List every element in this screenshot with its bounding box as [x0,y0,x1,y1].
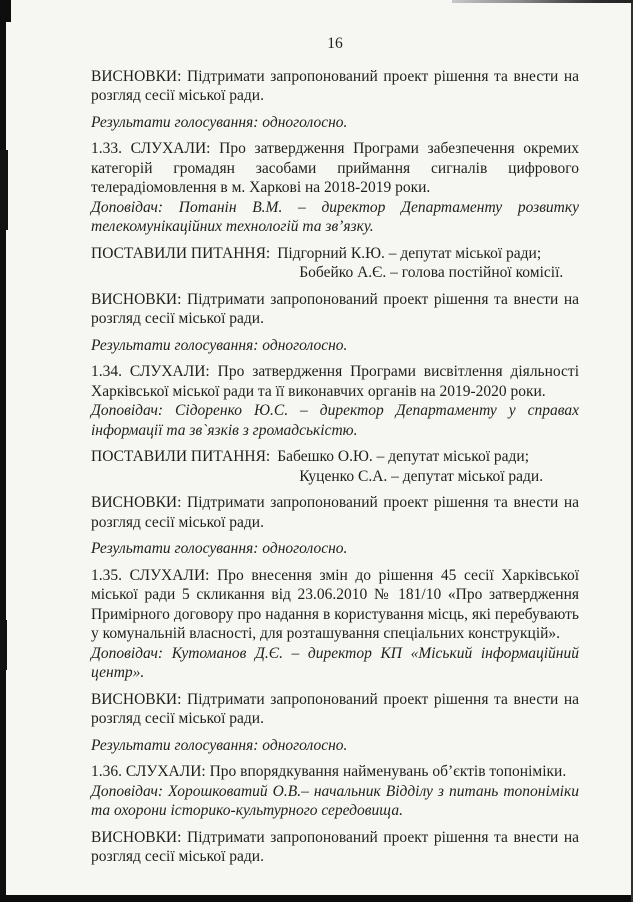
scan-top-smudge-line [452,0,633,3]
agenda-item-number: 1.34. [91,363,122,380]
speaker-line: Доповідач: Потанін В.М. – директор Департаменту розвитку телекомунікаційних технологій та зв’язку. [91,198,579,235]
voting-result: Результати голосування: одноголосно. [91,336,348,354]
conclusion-text: Підтримати запропонований проект рішення та внести на розгляд сесії міської ради. [91,67,580,104]
voting-result: Результати голосування: одноголосно. [91,736,348,754]
speaker-line: Доповідач: Сідоренко Ю.С. – директор Департаменту у справах інформації та зв`язків з громадськістю. [91,402,579,439]
conclusion-paragraph [91,828,579,867]
questions-block [91,447,579,486]
agenda-item-subject: Про затвердження Програми забезпечення окремих категорій громадян засобами приймання сигналів цифрового телерадіомовлення в м. Харкові на 2018-2019 роки. [91,140,579,196]
question-entry: Бабешко О.Ю. – депутат міської ради; [277,448,530,465]
heard-label: СЛУХАЛИ: [130,140,211,157]
scan-left-edge-bump [0,620,7,670]
document-content [91,34,579,874]
conclusion-label: ВИСНОВКИ: [91,290,182,308]
heard-label: СЛУХАЛИ: [129,363,210,380]
heard-label: СЛУХАЛИ: [125,763,206,780]
question-entry: Підгорний К.Ю. – депутат міської ради; [277,244,542,262]
questions-entries [277,244,563,283]
scan-left-edge-notch [0,0,11,22]
conclusion-paragraph [91,67,579,106]
questions-block [91,244,579,283]
conclusion-paragraph [91,690,579,729]
conclusion-paragraph [91,493,579,532]
agenda-item-number: 1.35. [91,566,122,584]
conclusion-label: ВИСНОВКИ: [91,690,182,708]
agenda-item [91,762,579,821]
agenda-item-subject: Про впорядкування найменувань об’єктів топоніміки. [209,763,567,780]
question-entry: Бобейко А.Є. – голова постійної комісії. [299,264,564,281]
page-number: 16 [327,35,343,52]
conclusion-text: Підтримати запропонований проект рішення та внести на розгляд сесії міської ради. [91,290,580,327]
conclusion-label: ВИСНОВКИ: [91,828,182,846]
questions-label: ПОСТАВИЛИ ПИТАННЯ: [91,244,271,262]
agenda-item-subject: Про затвердження Програми висвітлення діяльності Харківської міської ради та її виконавчих органів на 2019-2020 роки. [91,363,580,400]
agenda-item [91,566,579,683]
speaker-line: Доповідач: Кутоманов Д.Є. – директор КП «Міський інформаційний центр». [91,644,579,681]
conclusion-text: Підтримати запропонований проект рішення та внести на розгляд сесії міської ради. [91,690,580,727]
question-entry: Куценко С.А. – депутат міської ради. [299,467,544,485]
document-body [91,67,579,867]
conclusion-paragraph [91,290,579,329]
voting-result: Результати голосування: одноголосно. [91,113,348,131]
agenda-item-heading [91,566,579,644]
agenda-item [91,139,579,237]
scan-left-edge-bump [0,150,8,230]
agenda-item-number: 1.33. [91,140,122,157]
speaker-line: Доповідач: Хорошковатий О.В.– начальник Відділу з питань топоніміки та охорони історико-культурного середовища. [91,782,579,819]
agenda-item-number: 1.36. [91,763,122,780]
scan-left-edge-bar [0,0,6,902]
conclusion-text: Підтримати запропонований проект рішення та внести на розгляд сесії міської ради. [91,828,580,865]
conclusion-text: Підтримати запропонований проект рішення та внести на розгляд сесії міської ради. [91,494,580,531]
scan-bottom-edge-bar [0,895,633,902]
conclusion-label: ВИСНОВКИ: [91,67,182,85]
conclusion-label: ВИСНОВКИ: [91,494,182,511]
voting-result: Результати голосування: одноголосно. [91,540,348,557]
agenda-item-heading [91,762,579,782]
heard-label: СЛУХАЛИ: [129,566,210,584]
questions-label: ПОСТАВИЛИ ПИТАННЯ: [91,448,271,465]
agenda-item-subject: Про внесення змін до рішення 45 сесії Харківської міської ради 5 скликання від 23.06.2010 № 181/10 «Про затвердження Примірного договору про надання в користування місць, які перебувають у комунальній власності, для розташування спеціальних конструкцій». [91,566,580,642]
agenda-item [91,362,579,440]
agenda-item-heading [91,362,579,401]
questions-entries [277,447,543,486]
agenda-item-heading [91,139,579,198]
